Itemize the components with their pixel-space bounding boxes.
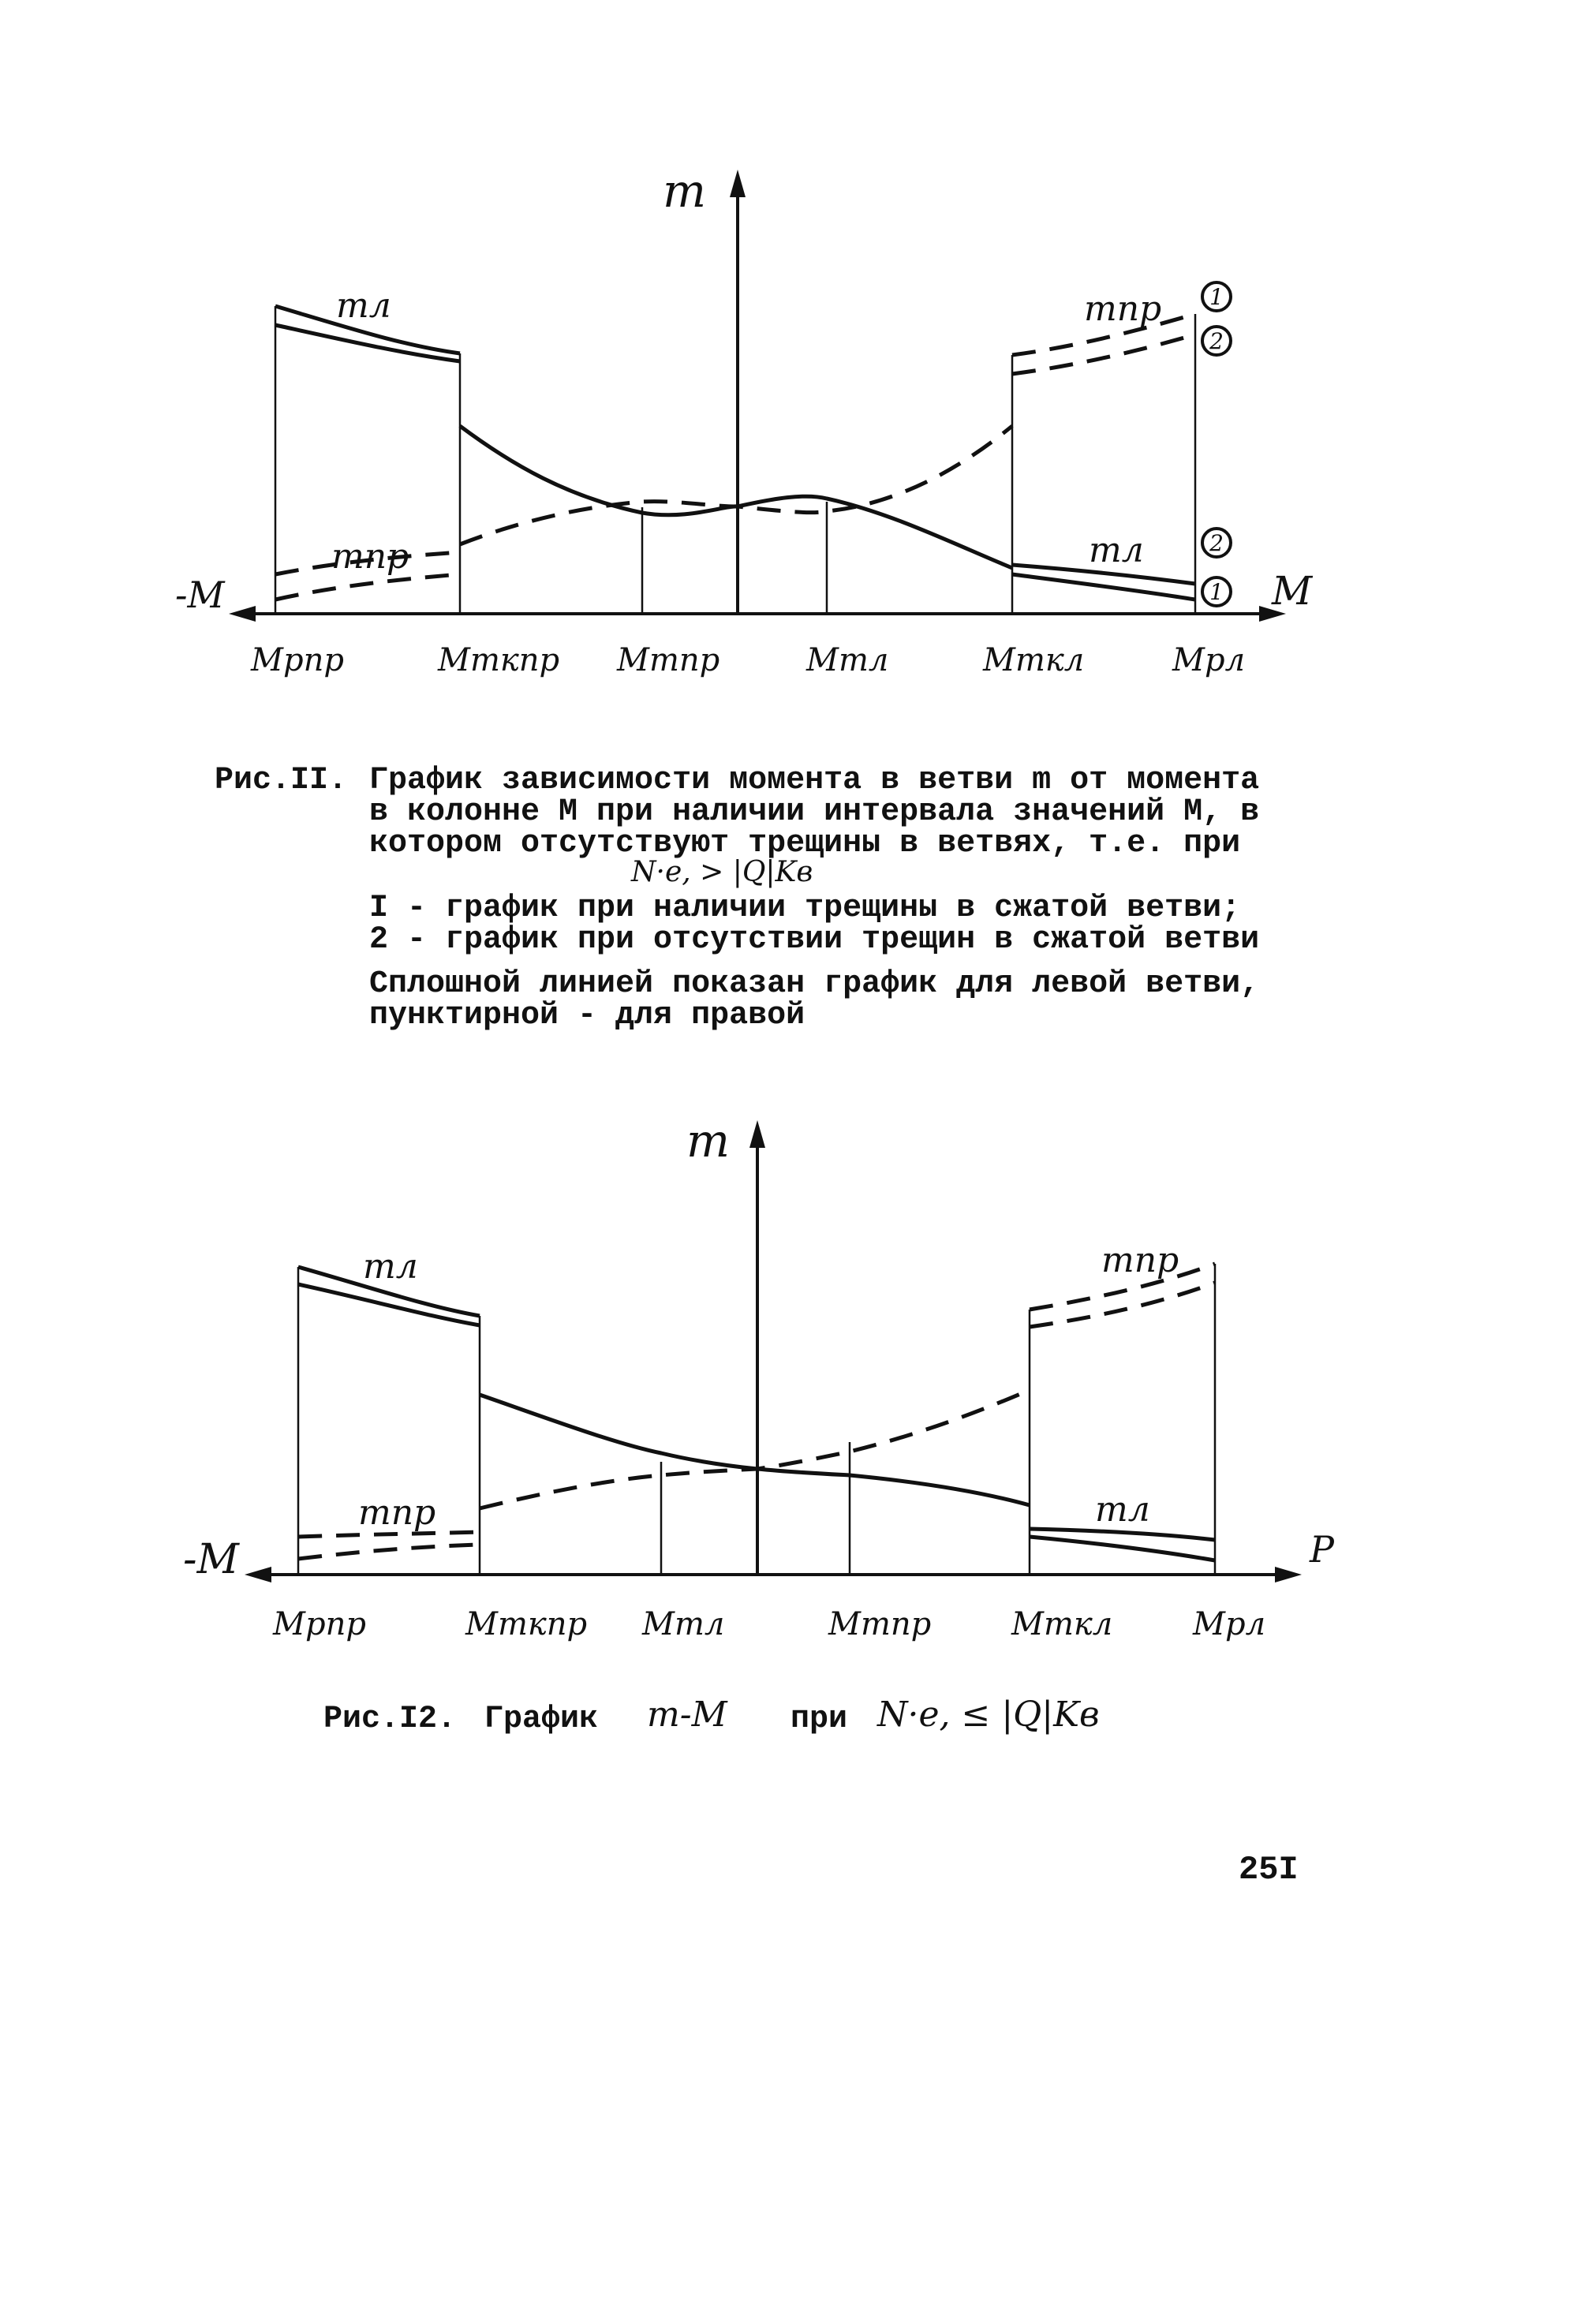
fig12-mleft-right-2 [1030,1537,1215,1560]
fig11-circle-label: 1 [1209,284,1224,310]
fig12-x-arrow-right [1275,1567,1302,1582]
fig11-tick-label: Mтл [806,642,889,678]
page-number: 25I [1239,1851,1299,1889]
fig12-x-arrow-left [245,1567,271,1582]
fig12-y-arrow [749,1120,765,1148]
fig11-note-line: Сплошной линией показан график для левой ветви, [369,966,1260,1002]
fig11-circle-label: 2 [1209,328,1224,354]
fig11-note-line: пунктирной - для правой [369,998,805,1033]
fig12-caption-pri: при [791,1702,848,1737]
fig11-caption-number: Рис.II. [215,763,348,798]
fig11-x-pos-label: M [1272,568,1313,614]
fig12-mright-central [480,1390,1030,1508]
fig12-x-neg-label: -M [183,1536,239,1583]
fig11-tick-label: Mтпр [617,642,720,678]
fig11-tick-label: Mрпр [251,642,344,678]
figure-11 [175,164,1314,678]
fig12-curve-label: mл [363,1246,418,1287]
fig11-y-arrow [730,170,746,197]
fig11-legend-line: 2 - график при отсутствии трещин в сжатой ветви [369,922,1260,958]
fig11-mright-left-2 [275,574,460,600]
figure-12 [183,1114,1335,1642]
fig11-tick-label: Mткл [983,642,1085,678]
fig11-tick-label: Mткпр [438,642,560,678]
fig11-tick-label: Mрл [1172,642,1246,678]
fig12-tick-label: Mткл [1011,1606,1113,1642]
fig11-x-arrow-left [229,606,256,622]
fig12-x-pos-label: P [1310,1528,1334,1571]
fig11-curve-label: mл [336,286,391,326]
fig11-caption-line: График зависимости момента в ветви m от момента [369,763,1260,798]
fig12-curve-label: mпр [1101,1240,1179,1280]
fig12-curve-label: mл [1095,1489,1150,1530]
fig11-legend-line: I - график при наличии трещины в сжатой ветви; [369,891,1241,926]
fig12-mright-left-2 [298,1545,480,1559]
fig12-caption-number: Рис.I2. [323,1702,457,1737]
fig11-caption-line: в колонне М при наличии интервала значений М, в [369,794,1260,830]
fig12-caption-word: График [484,1702,599,1737]
fig11-mright-top-2 [1012,334,1195,374]
fig11-x-neg-label: -M [175,574,225,616]
fig11-mleft-top-2 [275,325,460,361]
fig11-curve-label: mпр [1084,289,1162,329]
fig12-caption-condition: N·e, ≤ |Q|Kв [877,1695,1100,1735]
fig12-tick-label: Mтпр [828,1606,932,1642]
fig12-caption-formula: m-M [647,1695,727,1735]
fig11-curve-label: mпр [331,536,409,577]
fig12-mleft-top-2 [298,1284,480,1325]
fig11-caption-formula: N·e, > |Q|Kв [631,856,813,888]
fig12-y-label: m [686,1114,730,1168]
fig11-caption-line: котором отсутствуют трещины в ветвях, т.е. при [369,826,1241,861]
fig11-circle-label: 1 [1209,579,1224,605]
fig11-circle-label: 2 [1209,530,1224,556]
fig12-curve-label: mпр [358,1493,436,1533]
fig12-tick-label: Mрл [1193,1606,1266,1642]
fig11-mleft-right-2 [1012,574,1195,600]
fig11-y-label: m [663,164,706,218]
fig12-tick-label: Mтл [642,1606,725,1642]
fig12-tick-label: Mрпр [273,1606,366,1642]
fig12-tick-label: Mткпр [465,1606,588,1642]
fig11-curve-label: mл [1089,530,1144,570]
